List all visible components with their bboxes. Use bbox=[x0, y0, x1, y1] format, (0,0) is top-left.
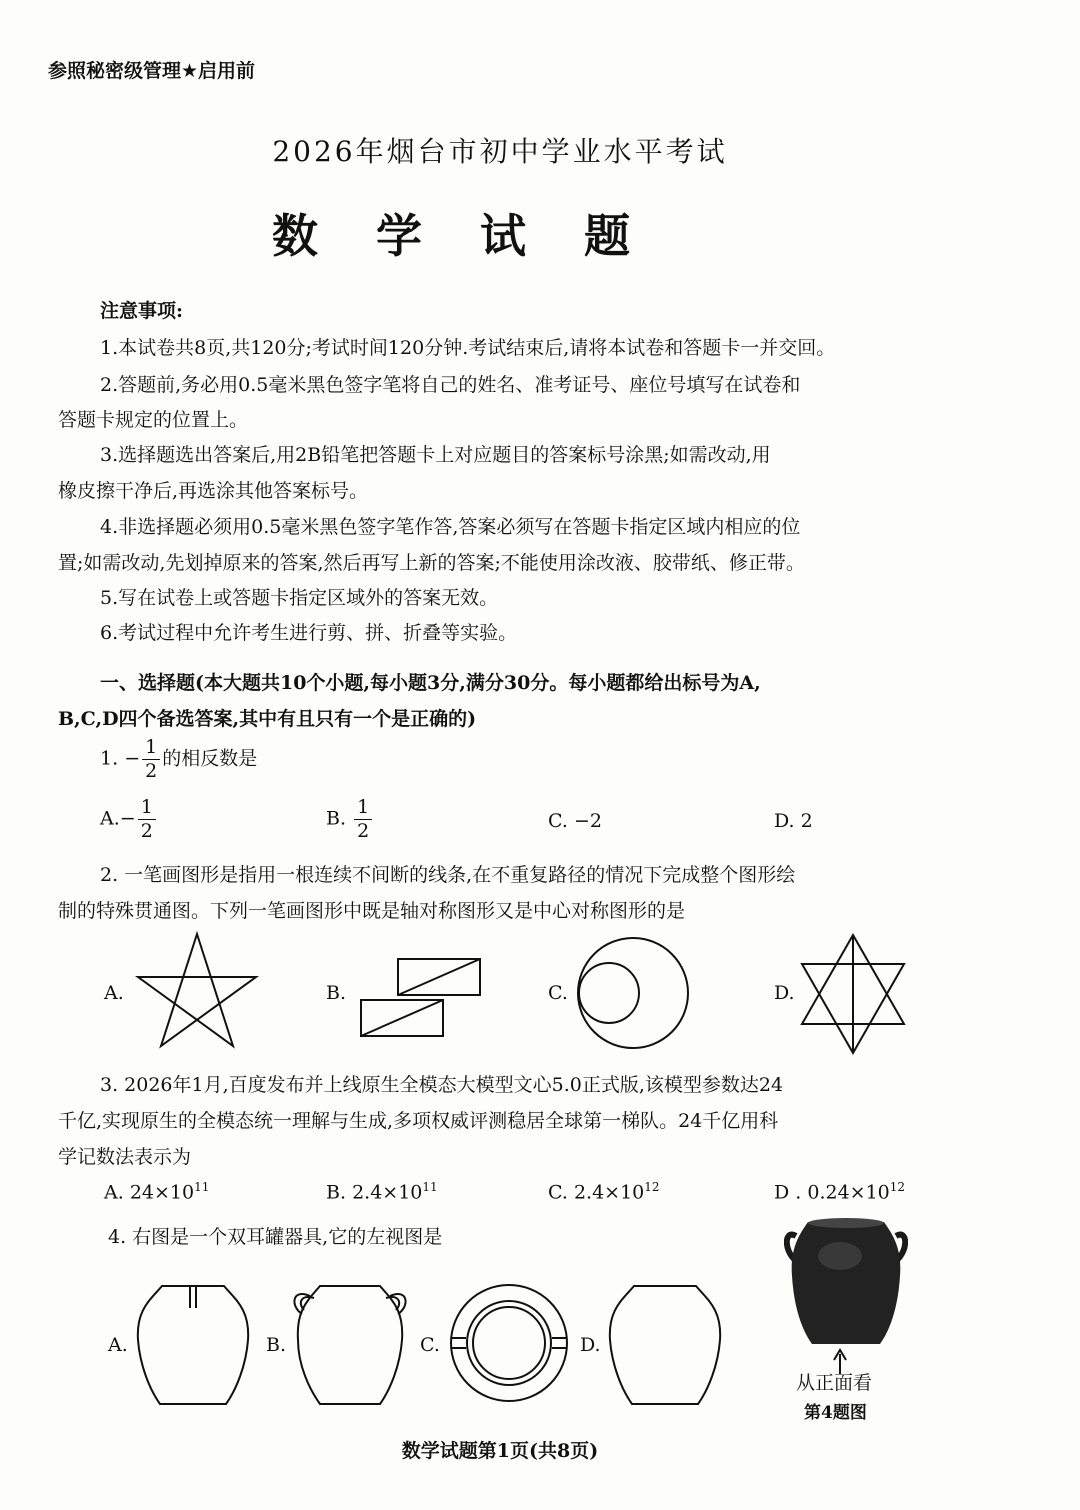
option-value: 0.24×10 bbox=[807, 1181, 890, 1204]
question-3-stem: 3. 2026年1月,百度发布并上线原生全模态大模型文心5.0正式版,该模型参数达24 bbox=[100, 1074, 784, 1096]
option-value: 2 bbox=[800, 810, 813, 832]
option-value: 2.4×10 bbox=[352, 1181, 423, 1204]
question-4-label-b: B. bbox=[266, 1334, 287, 1356]
question-4-stem: 4. 右图是一个双耳罐器具,它的左视图是 bbox=[108, 1226, 443, 1248]
question-2-stem-cont: 制的特殊贯通图。下列一笔画图形中既是轴对称图形又是中心对称图形的是 bbox=[58, 900, 686, 922]
option-label: C. bbox=[548, 1181, 568, 1204]
option-label: B. bbox=[326, 1181, 347, 1204]
secret-level-label: 参照秘密级管理★启用前 bbox=[48, 60, 256, 82]
question-3-option-c bbox=[548, 1180, 660, 1203]
note-line: 2.答题前,务必用0.5毫米黑色签字笔将自己的姓名、准考证号、座位号填写在试卷和 bbox=[100, 374, 801, 396]
question-1-stem bbox=[100, 738, 257, 781]
question-3-option-b bbox=[326, 1180, 438, 1203]
option-exponent: 12 bbox=[644, 1180, 660, 1194]
hexagram-figure bbox=[796, 932, 910, 1056]
option-value: 2.4×10 bbox=[573, 1181, 645, 1204]
circles-figure bbox=[574, 934, 692, 1052]
question-3-stem-cont: 千亿,实现原生的全模态统一理解与生成,多项权威评测稳居全球第一梯队。24千亿用科 bbox=[58, 1110, 779, 1132]
fraction-numerator: 1 bbox=[138, 798, 156, 820]
option-label: D . bbox=[774, 1181, 802, 1204]
fraction bbox=[354, 798, 372, 841]
fraction bbox=[138, 798, 156, 841]
subject-title: 数学试题 bbox=[272, 209, 688, 263]
question-2-stem: 2. 一笔画图形是指用一根连续不间断的线条,在不重复路径的情况下完成整个图形绘 bbox=[100, 864, 796, 886]
question-2-label-a: A. bbox=[104, 982, 124, 1004]
rectangles-figure bbox=[358, 956, 482, 1040]
option-exponent: 11 bbox=[194, 1180, 210, 1194]
photo-caption: 从正面看 bbox=[796, 1372, 873, 1394]
page-footer: 数学试题第1页(共8页) bbox=[401, 1440, 599, 1462]
option-value: −2 bbox=[573, 810, 602, 832]
note-line: 5.写在试卷上或答题卡指定区域外的答案无效。 bbox=[100, 587, 499, 609]
note-line: 橡皮擦干净后,再选涂其他答案标号。 bbox=[58, 480, 369, 502]
question-2-label-d: D. bbox=[774, 982, 795, 1004]
figure-caption: 第4题图 bbox=[804, 1403, 867, 1423]
question-4-label-a: A. bbox=[108, 1334, 128, 1356]
exam-title: 2026年烟台市初中学业水平考试 bbox=[272, 135, 728, 168]
note-line: 4.非选择题必须用0.5毫米黑色签字笔作答,答案必须写在答题卡指定区域内相应的位 bbox=[100, 516, 801, 538]
minus-sign: − bbox=[119, 807, 136, 830]
notes-heading: 注意事项: bbox=[100, 300, 184, 322]
fraction-numerator: 1 bbox=[142, 738, 160, 760]
question-2-label-c: C. bbox=[548, 982, 568, 1004]
fraction-denominator: 2 bbox=[357, 820, 370, 842]
question-3-option-d bbox=[774, 1180, 905, 1203]
stem-text: 的相反数是 bbox=[162, 747, 258, 770]
option-exponent: 12 bbox=[889, 1180, 906, 1194]
jar-side-view-a bbox=[132, 1282, 254, 1408]
question-1-option-c bbox=[548, 810, 602, 832]
fraction-denominator: 2 bbox=[140, 820, 153, 842]
option-label: A. bbox=[100, 807, 120, 830]
jar-side-view-b bbox=[288, 1282, 412, 1408]
fraction bbox=[142, 738, 160, 781]
question-2-label-b: B. bbox=[326, 982, 347, 1004]
note-line: 1.本试卷共8页,共120分;考试时间120分钟.考试结束后,请将本试卷和答题卡一并交回。 bbox=[100, 337, 836, 359]
note-line: 置;如需改动,先划掉原来的答案,然后再写上新的答案;不能使用涂改液、胶带纸、修正带。 bbox=[58, 552, 805, 574]
question-1-option-b bbox=[326, 798, 374, 841]
jar-photo bbox=[784, 1214, 908, 1376]
question-1-option-d bbox=[774, 810, 813, 832]
note-line: 答题卡规定的位置上。 bbox=[58, 409, 249, 431]
option-label: D. bbox=[774, 810, 795, 832]
jar-side-view-d bbox=[604, 1282, 726, 1408]
option-value: 24×10 bbox=[129, 1181, 195, 1204]
section-heading: 一、选择题(本大题共10个小题,每小题3分,满分30分。每小题都给出标号为A, bbox=[100, 672, 761, 694]
section-heading-cont: B,C,D四个备选答案,其中有且只有一个是正确的) bbox=[58, 708, 477, 730]
fraction-numerator: 1 bbox=[354, 798, 372, 820]
jar-top-view-c bbox=[446, 1280, 572, 1406]
fraction-denominator: 2 bbox=[145, 760, 158, 782]
question-4-label-d: D. bbox=[580, 1334, 601, 1356]
question-4-label-c: C. bbox=[420, 1334, 440, 1356]
option-label: C. bbox=[548, 810, 568, 832]
note-line: 3.选择题选出答案后,用2B铅笔把答题卡上对应题目的答案标号涂黑;如需改动,用 bbox=[100, 444, 771, 466]
question-number: 1. bbox=[100, 747, 119, 770]
note-line: 6.考试过程中允许考生进行剪、拼、折叠等实验。 bbox=[100, 622, 518, 644]
option-label: B. bbox=[326, 807, 347, 830]
option-label: A. bbox=[104, 1181, 124, 1204]
minus-sign: − bbox=[124, 747, 141, 770]
question-3-stem-cont: 学记数法表示为 bbox=[58, 1146, 192, 1168]
question-3-option-a bbox=[104, 1180, 209, 1203]
pentagram-figure bbox=[134, 930, 260, 1050]
question-1-option-a bbox=[100, 798, 158, 841]
option-exponent: 11 bbox=[422, 1180, 438, 1194]
